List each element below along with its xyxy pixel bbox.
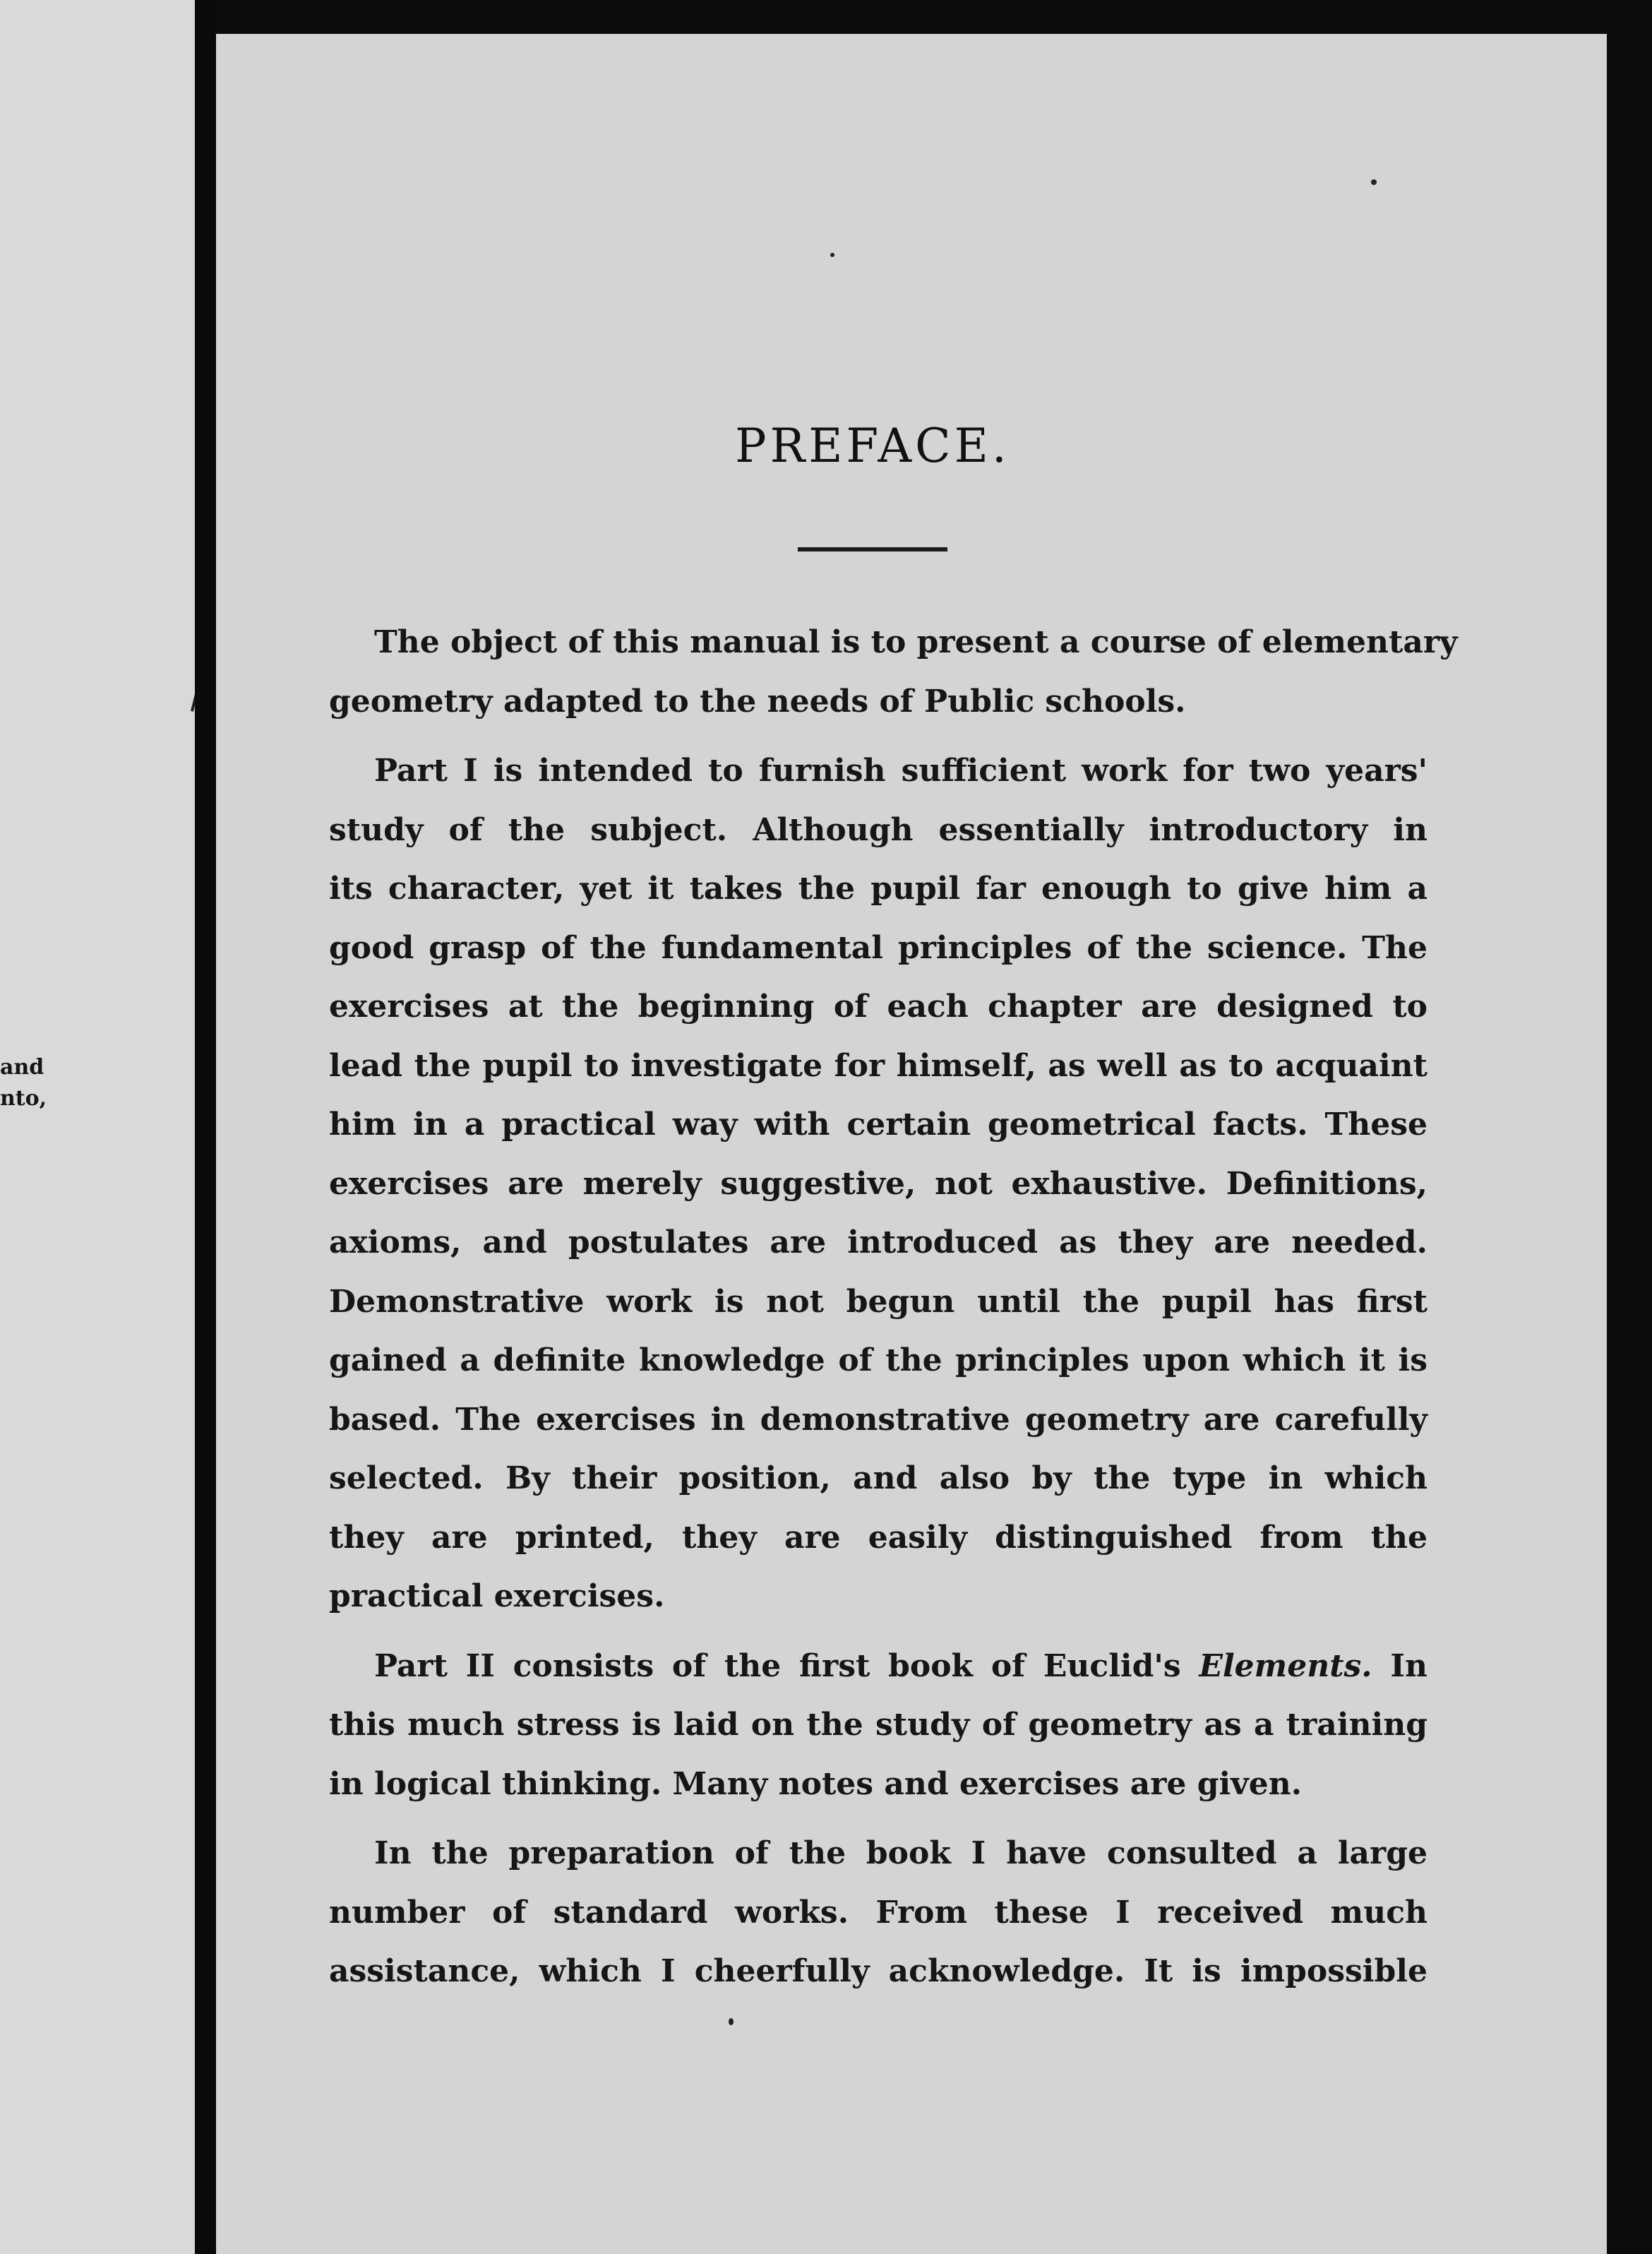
text-line: practical exercises.	[329, 1578, 665, 1614]
preface-body	[329, 613, 1458, 2012]
text-line: In the preparation of the book I have consulted a large	[374, 1835, 1427, 1871]
paragraph	[329, 1824, 1427, 2001]
text-line: The object of this manual is to present a course of elementary	[374, 624, 1458, 660]
text-line: study of the subject. Although essentially introductory in	[329, 811, 1427, 848]
page-speck	[729, 2018, 734, 2025]
text-line: good grasp of the fundamental principles of the science. The	[329, 929, 1427, 966]
facing-page-line: and	[0, 1055, 44, 1080]
book-title-italic: Elements.	[1199, 1647, 1372, 1684]
text-line: number of standard works. From these I received much	[329, 1894, 1427, 1931]
text-line: selected. By their position, and also by the type in which	[329, 1460, 1427, 1496]
text-line: its character, yet it takes the pupil far enough to give him a	[329, 871, 1427, 907]
scan-border	[1607, 34, 1652, 2254]
text-line	[329, 1637, 1427, 1696]
paragraph	[329, 741, 1427, 1626]
text-line: Demonstrative work is not begun until the pupil has first	[329, 1283, 1427, 1320]
text-line: lead the pupil to investigate for himself, as well as to acquaint	[329, 1047, 1427, 1084]
facing-page	[0, 0, 195, 2254]
text-line: him in a practical way with certain geometrical facts. These	[329, 1107, 1427, 1143]
title-rule	[798, 547, 947, 551]
text-segment: In	[1390, 1647, 1427, 1684]
text-line: assistance, which I cheerfully acknowledge. It is impossible	[329, 1953, 1427, 1989]
text-segment: Part II consists of the first book of Euclid's	[374, 1647, 1181, 1684]
preface-page	[216, 34, 1607, 2254]
book-gutter	[195, 0, 216, 2254]
page-speck	[1371, 179, 1377, 185]
page-title: PREFACE.	[735, 419, 1010, 473]
text-line: axioms, and postulates are introduced as they are needed.	[329, 1224, 1427, 1260]
text-line: Part I is intended to furnish sufficient work for two years'	[374, 753, 1427, 789]
facing-page-text	[0, 1052, 47, 1114]
text-line: in logical thinking. Many notes and exercises are given.	[329, 1765, 1303, 1802]
facing-page-line: nto,	[0, 1086, 47, 1111]
text-line: exercises at the beginning of each chapter are designed to	[329, 989, 1427, 1025]
text-line: geometry adapted to the needs of Public schools.	[329, 683, 1186, 720]
text-line: this much stress is laid on the study of geometry as a training	[329, 1707, 1427, 1743]
text-line: they are printed, they are easily distinguished from the	[329, 1519, 1427, 1556]
text-line: gained a definite knowledge of the principles upon which it is	[329, 1342, 1427, 1378]
page-speck	[830, 253, 834, 257]
text-line: based. The exercises in demonstrative geometry are carefully	[329, 1401, 1427, 1438]
paragraph	[329, 613, 1458, 731]
paragraph	[329, 1637, 1427, 1814]
text-line: exercises are merely suggestive, not exhaustive. Definitions,	[329, 1165, 1427, 1202]
